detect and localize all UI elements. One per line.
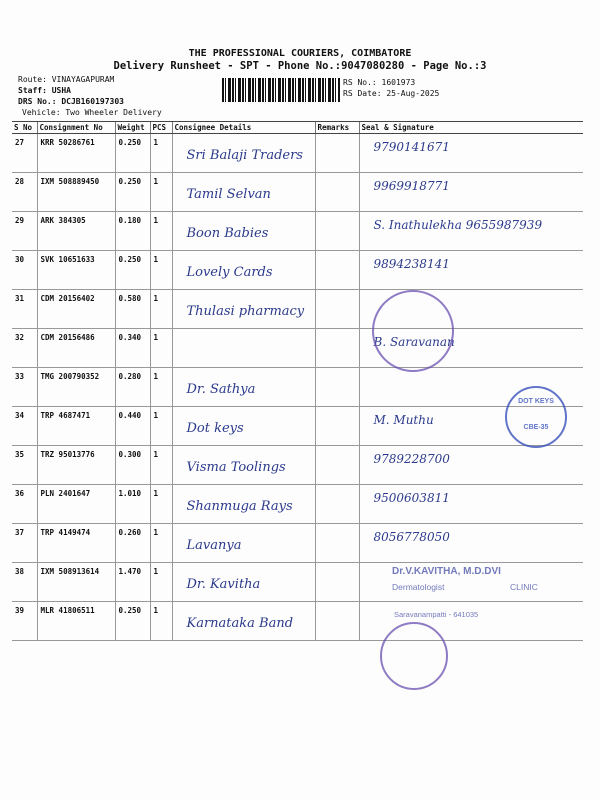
cell-cn: TRP 4687471 (37, 407, 115, 446)
cell-remarks (315, 407, 359, 446)
cell-sno: 37 (12, 524, 37, 563)
cell-sig (359, 134, 583, 173)
cell-remarks (315, 212, 359, 251)
cell-sno: 33 (12, 368, 37, 407)
handwritten-signature: 9500603811 (373, 491, 450, 505)
cell-consignee (172, 563, 315, 602)
column-header: Seal & Signature (359, 122, 583, 134)
cell-wt: 1.010 (115, 485, 150, 524)
table-row (12, 602, 583, 641)
cell-sig (359, 524, 583, 563)
handwritten-consignee: Visma Toolings (186, 460, 286, 475)
cell-cn: KRR 50286761 (37, 134, 115, 173)
cell-pcs: 1 (150, 134, 172, 173)
cell-remarks (315, 134, 359, 173)
doctor-stamp-title: Dermatologist (392, 582, 445, 592)
cell-cn: TRP 4149474 (37, 524, 115, 563)
cell-pcs: 1 (150, 602, 172, 641)
cell-remarks (315, 524, 359, 563)
handwritten-signature: B. Saravanan (373, 335, 455, 349)
cell-pcs: 1 (150, 290, 172, 329)
cell-sig (359, 212, 583, 251)
cell-sno: 39 (12, 602, 37, 641)
cell-wt: 0.580 (115, 290, 150, 329)
cell-cn: TRZ 95013776 (37, 446, 115, 485)
table-row (12, 368, 583, 407)
handwritten-consignee: Sri Balaji Traders (186, 148, 303, 163)
cell-pcs: 1 (150, 251, 172, 290)
doctor-stamp-place: Saravanampatti - 641035 (394, 610, 479, 619)
cell-remarks (315, 563, 359, 602)
cell-sno: 30 (12, 251, 37, 290)
cell-wt: 0.250 (115, 251, 150, 290)
cell-sno: 36 (12, 485, 37, 524)
column-header: Consignee Details (172, 122, 315, 134)
cell-consignee (172, 134, 315, 173)
cell-sno: 34 (12, 407, 37, 446)
cell-pcs: 1 (150, 407, 172, 446)
cell-sno: 35 (12, 446, 37, 485)
cell-pcs: 1 (150, 368, 172, 407)
cell-pcs: 1 (150, 329, 172, 368)
cell-sig (359, 485, 583, 524)
cell-remarks (315, 446, 359, 485)
handwritten-consignee: Lovely Cards (186, 265, 273, 280)
cell-remarks (315, 251, 359, 290)
rs-date: RS Date: 25-Aug-2025 (343, 89, 440, 98)
cell-cn: IXM 508913614 (37, 563, 115, 602)
cell-consignee (172, 446, 315, 485)
company-title: THE PROFESSIONAL COURIERS, COIMBATORE (188, 48, 412, 59)
table-row (12, 329, 583, 368)
cell-cn: IXM 508889450 (37, 173, 115, 212)
barcode (222, 78, 340, 102)
cell-cn: SVK 10651633 (37, 251, 115, 290)
cell-cn: TMG 200790352 (37, 368, 115, 407)
table-row (12, 212, 583, 251)
cell-sig (359, 251, 583, 290)
dot-keys-stamp (505, 386, 567, 448)
handwritten-consignee: Tamil Selvan (186, 187, 271, 202)
table-row (12, 290, 583, 329)
column-header: PCS (150, 122, 172, 134)
cell-remarks (315, 485, 359, 524)
cell-sno: 38 (12, 563, 37, 602)
handwritten-signature: 9894238141 (373, 257, 450, 271)
doctor-stamp-name: Dr.V.KAVITHA, M.D.DVI (392, 566, 501, 577)
staff: Staff: USHA (18, 86, 71, 95)
drs-number: DRS No.: DCJB160197303 (18, 97, 124, 106)
cell-consignee (172, 173, 315, 212)
cell-cn: PLN 2401647 (37, 485, 115, 524)
handwritten-consignee: Boon Babies (186, 226, 269, 241)
table-row (12, 524, 583, 563)
handwritten-signature: 9969918771 (373, 179, 450, 193)
handwritten-consignee: Dot keys (186, 421, 244, 436)
runsheet-subtitle: Delivery Runsheet - SPT - Phone No.:9047080280 - Page No.:3 (113, 60, 487, 72)
cell-consignee (172, 407, 315, 446)
round-seal-stamp (372, 290, 454, 372)
cell-remarks (315, 173, 359, 212)
cell-consignee (172, 368, 315, 407)
handwritten-signature: 8056778050 (373, 530, 450, 544)
cell-wt: 0.260 (115, 524, 150, 563)
handwritten-consignee: Thulasi pharmacy (186, 304, 305, 319)
column-header: S No (12, 122, 37, 134)
table-row (12, 173, 583, 212)
cell-wt: 1.470 (115, 563, 150, 602)
cell-pcs: 1 (150, 563, 172, 602)
cell-wt: 0.250 (115, 173, 150, 212)
table-row (12, 485, 583, 524)
vehicle: Vehicle: Two Wheeler Delivery (22, 108, 162, 117)
runsheet-table (12, 121, 583, 641)
cell-sno: 31 (12, 290, 37, 329)
cell-sig (359, 173, 583, 212)
cell-consignee (172, 251, 315, 290)
cell-wt: 0.180 (115, 212, 150, 251)
round-clinic-stamp (380, 622, 448, 690)
cell-pcs: 1 (150, 524, 172, 563)
cell-pcs: 1 (150, 212, 172, 251)
cell-remarks (315, 602, 359, 641)
stamp-text: CBE-35 (523, 424, 549, 431)
table-row (12, 446, 583, 485)
handwritten-consignee: Karnataka Band (186, 616, 294, 631)
stamp-text: DOT KEYS (518, 398, 554, 405)
cell-wt: 0.250 (115, 134, 150, 173)
cell-consignee (172, 524, 315, 563)
handwritten-signature: S. Inathulekha 9655987939 (373, 218, 543, 232)
cell-consignee (172, 602, 315, 641)
handwritten-consignee: Lavanya (186, 538, 242, 553)
handwritten-consignee: Shanmuga Rays (186, 499, 293, 514)
cell-cn: ARK 384305 (37, 212, 115, 251)
cell-sno: 29 (12, 212, 37, 251)
cell-sno: 28 (12, 173, 37, 212)
route: Route: VINAYAGAPURAM (18, 75, 115, 84)
cell-remarks (315, 368, 359, 407)
table-row (12, 251, 583, 290)
cell-remarks (315, 329, 359, 368)
handwritten-signature: 9789228700 (373, 452, 450, 466)
column-header: Weight (115, 122, 150, 134)
cell-wt: 0.250 (115, 602, 150, 641)
cell-consignee (172, 329, 315, 368)
column-header: Consignment No (37, 122, 115, 134)
cell-remarks (315, 290, 359, 329)
doctor-stamp-clinic: CLINIC (510, 582, 538, 592)
cell-wt: 0.300 (115, 446, 150, 485)
handwritten-consignee: Dr. Kavitha (186, 577, 261, 592)
cell-wt: 0.280 (115, 368, 150, 407)
cell-consignee (172, 290, 315, 329)
cell-wt: 0.440 (115, 407, 150, 446)
cell-cn: MLR 41806511 (37, 602, 115, 641)
handwritten-signature: 9790141671 (373, 140, 450, 154)
cell-cn: CDM 20156486 (37, 329, 115, 368)
cell-sno: 32 (12, 329, 37, 368)
cell-consignee (172, 212, 315, 251)
handwritten-consignee: Dr. Sathya (186, 382, 256, 397)
cell-consignee (172, 485, 315, 524)
cell-cn: CDM 20156402 (37, 290, 115, 329)
cell-sig (359, 446, 583, 485)
table-row (12, 134, 583, 173)
rs-number: RS No.: 1601973 (343, 78, 416, 87)
cell-pcs: 1 (150, 446, 172, 485)
table-row (12, 407, 583, 446)
column-header: Remarks (315, 122, 359, 134)
cell-pcs: 1 (150, 173, 172, 212)
handwritten-signature: M. Muthu (373, 413, 434, 427)
cell-sno: 27 (12, 134, 37, 173)
cell-wt: 0.340 (115, 329, 150, 368)
cell-pcs: 1 (150, 485, 172, 524)
